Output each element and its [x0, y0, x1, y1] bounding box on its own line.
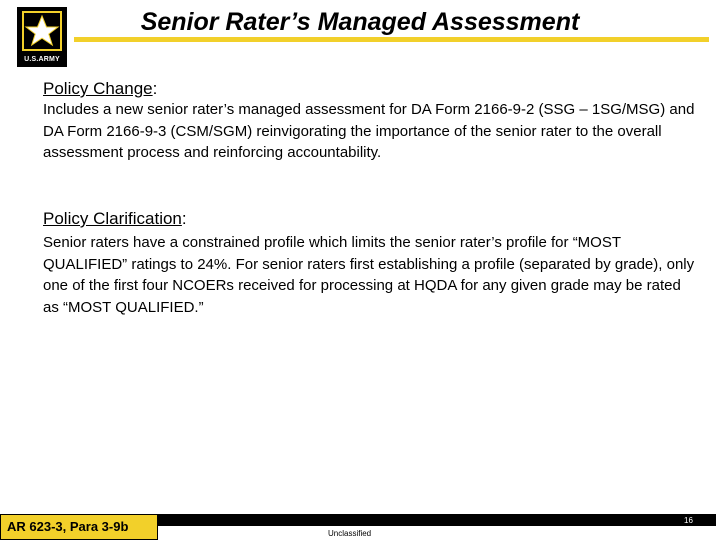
logo-text: U.S.ARMY: [24, 56, 60, 63]
policy-clarification-heading-text: Policy Clarification: [43, 209, 182, 228]
heading-colon: :: [181, 209, 187, 228]
page-number: 16: [684, 516, 693, 525]
policy-clarification-body: Senior raters have a constrained profile which limits the senior rater’s profile for “MOST QUALIFIED” ratings to 24%. For senior raters first establishing a profile (separated by grade), only one of the first four NCOERs received for processing at HQDA for any given grade may be rated as “MOST QUALIFIED.”: [43, 234, 695, 316]
regulation-reference: AR 623-3, Para 3-9b: [0, 514, 158, 540]
title-divider: [74, 37, 709, 42]
policy-change-heading: [43, 78, 157, 100]
policy-change-body: Includes a new senior rater’s managed assessment for DA Form 2166-9-2 (SSG – 1SG/MSG) and DA Form 2166-9-3 (CSM/SGM) reinvigorating the importance of the senior rater to the overall assessment process and reinforcing accountability.: [43, 101, 695, 161]
page-title: Senior Rater’s Managed Assessment: [140, 8, 580, 36]
classification-label: Unclassified: [328, 529, 372, 538]
army-logo: [17, 7, 67, 67]
heading-colon: :: [152, 79, 158, 98]
policy-clarification-heading: [43, 208, 187, 230]
policy-change-heading-text: Policy Change: [43, 79, 153, 98]
